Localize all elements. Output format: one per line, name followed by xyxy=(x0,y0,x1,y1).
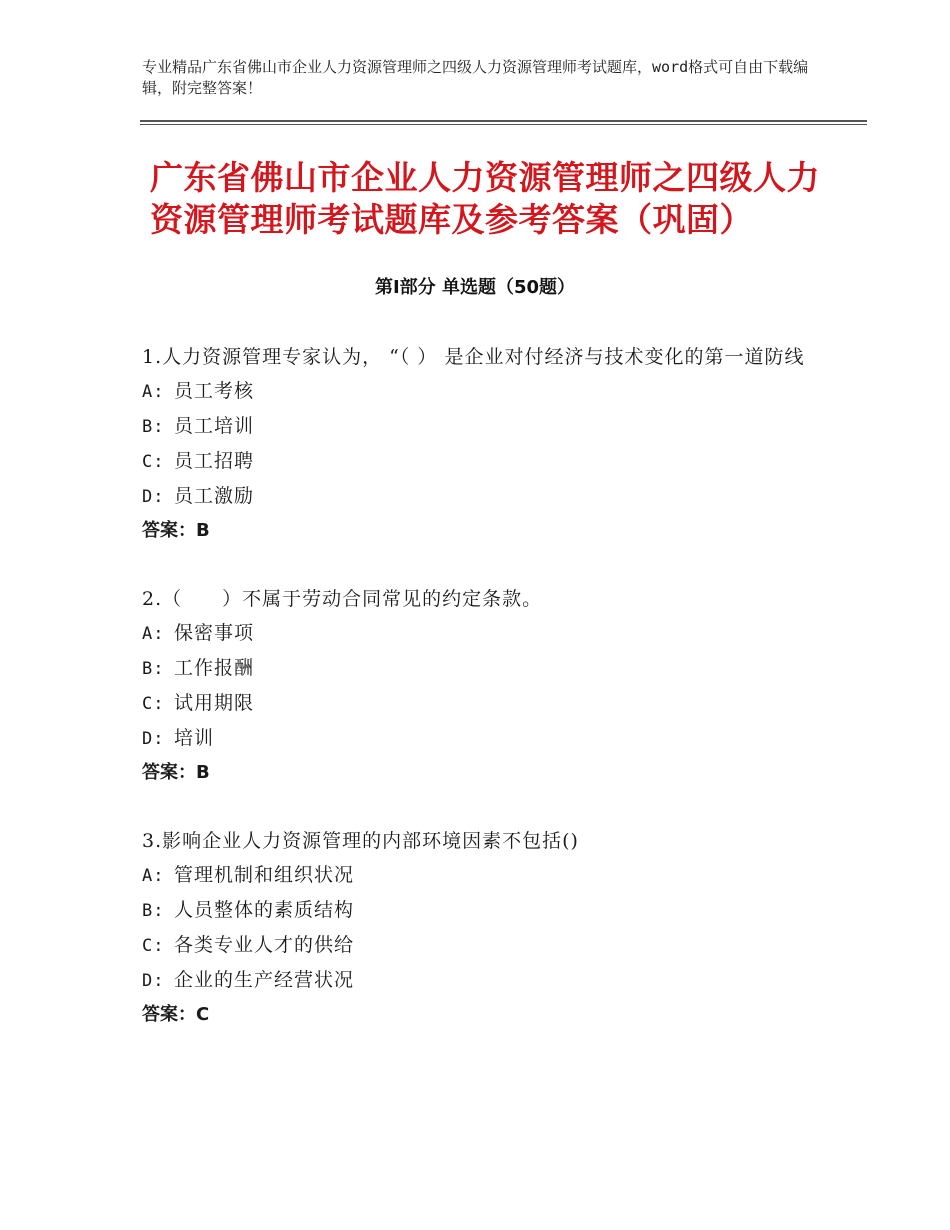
answer-line: 答案：B xyxy=(142,520,210,541)
option-letter: D: xyxy=(142,971,165,991)
option-letter: A: xyxy=(142,624,165,644)
option-letter: A: xyxy=(142,866,165,886)
option-letter: D: xyxy=(142,729,165,749)
option-letter: C: xyxy=(142,452,165,472)
answer-line: 答案：C xyxy=(142,1004,210,1025)
option-text: 保密事项 xyxy=(174,622,255,644)
option-letter: B: xyxy=(142,901,165,921)
option-letter: C: xyxy=(142,694,165,714)
option-d xyxy=(142,721,822,756)
option-b xyxy=(142,409,822,444)
option-a xyxy=(142,616,822,651)
option-text: 员工培训 xyxy=(174,415,255,437)
option-text: 培训 xyxy=(174,727,215,749)
option-b xyxy=(142,893,822,928)
question-stem: 2.（ ）不属于劳动合同常见的约定条款。 xyxy=(142,588,543,610)
option-letter: C: xyxy=(142,936,165,956)
option-a xyxy=(142,374,822,409)
question-list xyxy=(142,340,822,1066)
header-note: 专业精品广东省佛山市企业人力资源管理师之四级人力资源管理师考试题库，word格式可自由下载编辑，附完整答案！ xyxy=(142,58,809,97)
question-stem: 3.影响企业人力资源管理的内部环境因素不包括() xyxy=(142,830,579,852)
option-c xyxy=(142,444,822,479)
option-text: 员工激励 xyxy=(174,485,255,507)
option-letter: D: xyxy=(142,487,165,507)
answer-line: 答案：B xyxy=(142,762,210,783)
option-text: 员工招聘 xyxy=(174,450,255,472)
question-1 xyxy=(142,340,822,548)
header-divider-thin xyxy=(140,124,867,125)
option-letter: B: xyxy=(142,417,165,437)
option-text: 试用期限 xyxy=(174,692,255,714)
question-2 xyxy=(142,582,822,790)
option-d xyxy=(142,479,822,514)
option-text: 人员整体的素质结构 xyxy=(174,899,355,921)
option-c xyxy=(142,928,822,963)
document-title: 广东省佛山市企业人力资源管理师之四级人力资源管理师考试题库及参考答案（巩固） xyxy=(150,158,820,239)
option-d xyxy=(142,963,822,998)
option-text: 工作报酬 xyxy=(174,657,255,679)
option-b xyxy=(142,651,822,686)
question-stem: 1.人力资源管理专家认为， “（ ） 是企业对付经济与技术变化的第一道防线 xyxy=(142,346,805,368)
option-text: 各类专业人才的供给 xyxy=(174,934,355,956)
option-c xyxy=(142,686,822,721)
option-a xyxy=(142,858,822,893)
option-letter: B: xyxy=(142,659,165,679)
option-text: 员工考核 xyxy=(174,380,255,402)
section-heading: 第Ⅰ部分 单选题（50题） xyxy=(374,277,575,298)
option-text: 管理机制和组织状况 xyxy=(174,864,355,886)
option-letter: A: xyxy=(142,382,165,402)
option-text: 企业的生产经营状况 xyxy=(174,969,355,991)
header-divider-thick xyxy=(140,120,867,122)
question-3 xyxy=(142,824,822,1032)
